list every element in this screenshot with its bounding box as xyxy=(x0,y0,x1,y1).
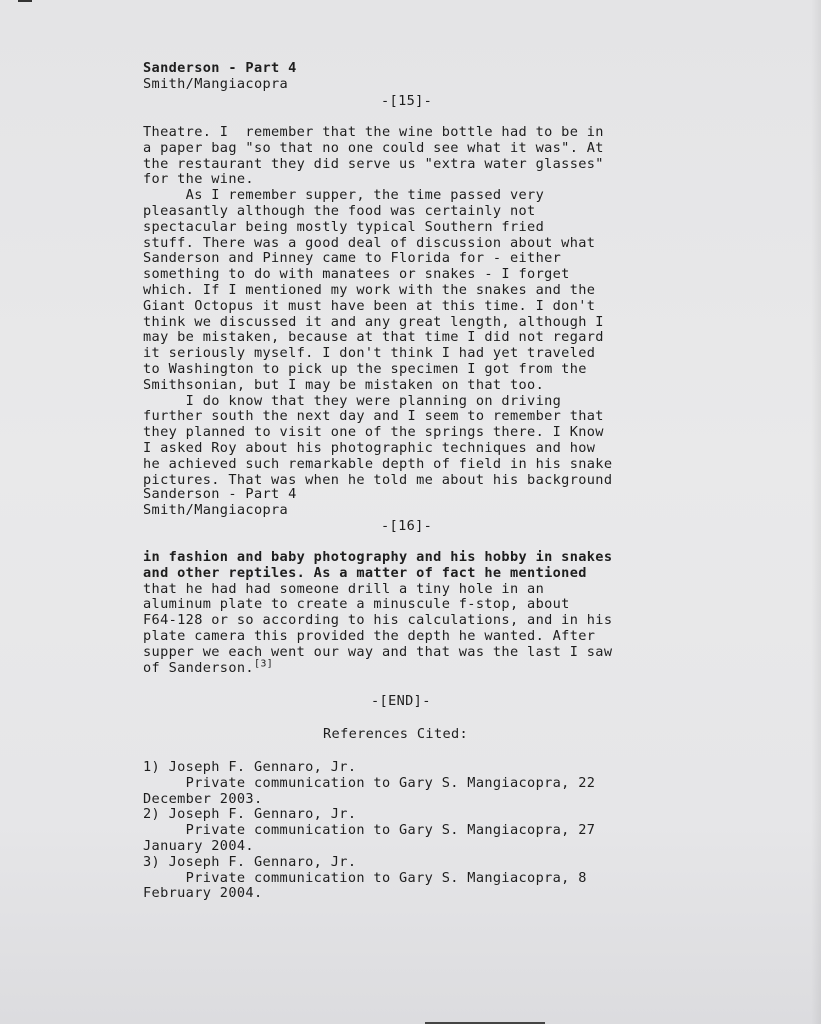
end-marker: -[END]- xyxy=(371,693,431,709)
text-line: in fashion and baby photography and his hobby in snakes xyxy=(143,549,613,565)
text-line: Private communication to Gary S. Mangiacopra, 27 xyxy=(143,822,596,839)
text-line: 3) Joseph F. Gennaro, Jr. xyxy=(143,853,357,870)
text-line: I asked Roy about his photographic techniques and how xyxy=(143,440,596,456)
closing-text: of Sanderson. xyxy=(143,660,254,676)
text-line: plate camera this provided the depth he wanted. After xyxy=(143,628,596,644)
running-title-2: Sanderson - Part 4 xyxy=(143,486,297,502)
text-line: pleasantly although the food was certainly not xyxy=(143,203,536,219)
text-line: supper we each went our way and that was the last I saw xyxy=(143,643,613,660)
text-line: further south the next day and I seem to remember that xyxy=(143,408,604,425)
page-edge-shadow xyxy=(811,0,821,1024)
text-line: may be mistaken, because at that time I did not regard xyxy=(143,329,604,346)
text-line: a paper bag "so that no one could see what it was". At xyxy=(143,139,604,156)
text-line: December 2003. xyxy=(143,790,263,807)
text-line: the restaurant they did serve us "extra water glasses" xyxy=(143,155,604,172)
text-line: they planned to visit one of the springs there. I Know xyxy=(143,424,604,441)
text-line: aluminum plate to create a minuscule f-stop, about xyxy=(143,596,570,613)
text-line: Theatre. I remember that the wine bottle had to be in xyxy=(143,124,604,140)
text-line: January 2004. xyxy=(143,838,254,854)
text-line: February 2004. xyxy=(143,885,263,902)
text-line: think we discussed it and any great length, although I xyxy=(143,313,604,330)
text-line: 1) Joseph F. Gennaro, Jr. xyxy=(143,759,357,775)
text-line: Private communication to Gary S. Mangiacopra, 8 xyxy=(143,869,587,886)
text-line: for the wine. xyxy=(143,171,254,188)
text-line: Smithsonian, but I may be mistaken on that too. xyxy=(143,376,545,393)
closing-line xyxy=(143,658,274,677)
text-line: and other reptiles. As a matter of fact he mentioned xyxy=(143,564,587,581)
text-line: it seriously myself. I don't think I had yet traveled xyxy=(143,345,596,362)
text-line: Giant Octopus it must have been at this time. I don't xyxy=(143,297,596,314)
text-line: Sanderson and Pinney came to Florida for - either xyxy=(143,250,562,267)
references-heading: References Cited: xyxy=(323,726,469,742)
text-line: he achieved such remarkable depth of field in his snake xyxy=(143,455,613,472)
text-line: pictures. That was when he told me about his background xyxy=(143,471,613,488)
text-line: I do know that they were planning on driving xyxy=(143,392,562,409)
text-line: stuff. There was a good deal of discussion about what xyxy=(143,234,596,251)
running-title: Sanderson - Part 4 xyxy=(143,60,297,76)
text-line: 2) Joseph F. Gennaro, Jr. xyxy=(143,806,357,823)
text-line: As I remember supper, the time passed very xyxy=(143,187,545,204)
text-line: F64-128 or so according to his calculations, and in his xyxy=(143,612,613,629)
page-number-15: -[15]- xyxy=(381,93,433,109)
footnote-marker: [3] xyxy=(253,658,274,670)
text-line: spectacular being mostly typical Southern fried xyxy=(143,218,545,235)
running-authors: Smith/Mangiacopra xyxy=(143,76,289,92)
text-line: to Washington to pick up the specimen I got from the xyxy=(143,361,587,377)
text-line: that he had had someone drill a tiny hole in an xyxy=(143,580,545,597)
text-line: Private communication to Gary S. Mangiacopra, 22 xyxy=(143,774,596,791)
scan-mark xyxy=(18,0,32,2)
running-authors-2: Smith/Mangiacopra xyxy=(143,502,289,518)
text-line: which. If I mentioned my work with the snakes and the xyxy=(143,282,596,298)
page-number-16: -[16]- xyxy=(381,518,433,534)
text-line: something to do with manatees or snakes - I forget xyxy=(143,266,570,283)
